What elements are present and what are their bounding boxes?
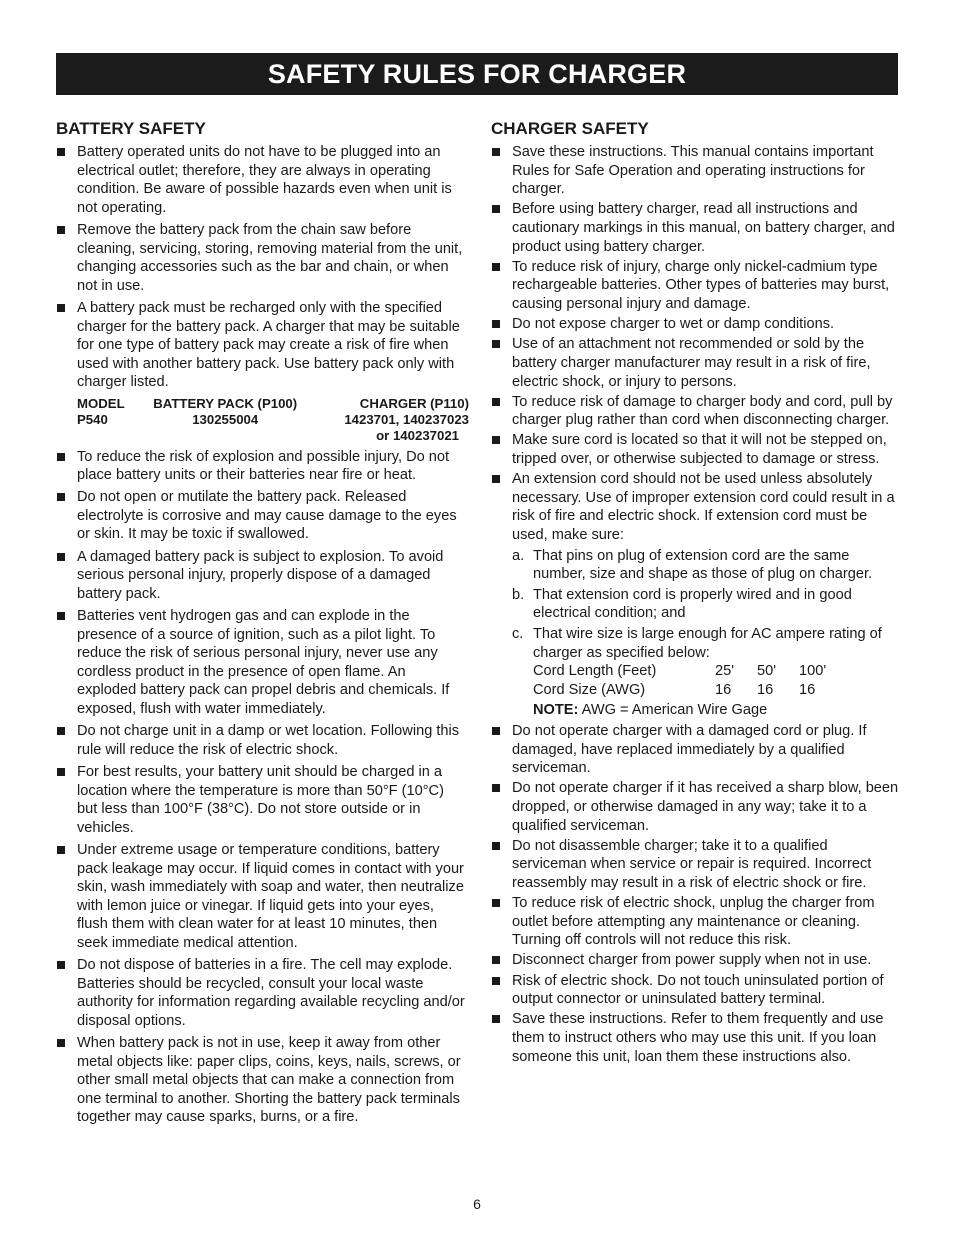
- square-bullet-icon: [492, 263, 500, 271]
- list-item: Battery operated units do not have to be plugged into an electrical outlet; therefore, they are always in operating condition. Be aware of possible hazards even when unit is not operating.: [56, 143, 466, 217]
- list-item: Batteries vent hydrogen gas and can explode in the presence of a source of ignition, such as a pilot light. To reduce the risk of serious personal injury, never use any cordless product in the presence of open flame. An exploded battery pack can propel debris and chemicals. If exposed, flush with water immediately.: [56, 607, 466, 719]
- square-bullet-icon: [492, 842, 500, 850]
- square-bullet-icon: [492, 899, 500, 907]
- battery-safety-heading: BATTERY SAFETY: [56, 119, 206, 138]
- square-bullet-icon: [492, 784, 500, 792]
- square-bullet-icon: [57, 846, 65, 854]
- title-banner: [56, 53, 898, 95]
- list-item: Do not expose charger to wet or damp conditions.: [491, 315, 901, 334]
- square-bullet-icon: [57, 226, 65, 234]
- list-item: Do not open or mutilate the battery pack. Released electrolyte is corrosive and may cause damage to the eyes or skin. It may be toxic if swallowed.: [56, 488, 466, 544]
- square-bullet-icon: [492, 148, 500, 156]
- list-item: To reduce risk of injury, charge only nickel-cadmium type rechargeable batteries. Other types of batteries may burst, causing personal injury and damage.: [491, 258, 901, 314]
- list-item: A damaged battery pack is subject to explosion. To avoid serious personal injury, properly dispose of a damaged battery pack.: [56, 548, 466, 604]
- list-item: Before using battery charger, read all instructions and cautionary markings in this manual, on battery charger, and product using battery charger.: [491, 200, 901, 256]
- list-item: To reduce the risk of explosion and possible injury, Do not place battery units or their batteries near fire or heat.: [56, 448, 466, 485]
- cord-size-value: 16: [757, 681, 774, 698]
- list-item: Remove the battery pack from the chain saw before cleaning, servicing, storing, removing material from the unit, changing accessories such as the bar and chain, or when not in use.: [56, 221, 466, 295]
- sub-item: b. That extension cord is properly wired and in good electrical condition; and: [512, 586, 852, 622]
- charger-safety-heading: CHARGER SAFETY: [491, 119, 649, 138]
- page-title: SAFETY RULES FOR CHARGER: [267, 58, 687, 89]
- cord-size-value: 16: [715, 681, 732, 698]
- square-bullet-icon: [492, 727, 500, 735]
- battery-safety-list: [56, 143, 469, 1127]
- list-item: Do not operate charger with a damaged cord or plug. If damaged, have replaced immediately by a qualified serviceman.: [491, 722, 901, 778]
- cord-length-value: 50': [757, 663, 777, 680]
- square-bullet-icon: [492, 398, 500, 406]
- list-item: When battery pack is not in use, keep it away from other metal objects like: paper clips, coins, keys, nails, screws, or other small metal objects that can make a connection from one terminal to another. Shorting the battery pack terminals together may cause sparks, burns, or a fire.: [56, 1034, 466, 1127]
- sub-item: c. That wire size is large enough for AC ampere rating of charger as specified below: Cord Length (Feet) 25' 50' 100' Cord Size (AWG) 16 16 16 NOTE: AWG = American Wire Gage: [512, 625, 901, 720]
- square-bullet-icon: [57, 493, 65, 501]
- charger-value: 1423701, 140237023: [344, 411, 469, 427]
- square-bullet-icon: [492, 205, 500, 213]
- list-item: Make sure cord is located so that it will not be stepped on, tripped over, or otherwise subjected to damage or stress.: [491, 431, 901, 468]
- square-bullet-icon: [57, 768, 65, 776]
- battery-pack-value: 130255004: [192, 411, 259, 427]
- sub-item: a. That pins on plug of extension cord are the same number, size and shape as those of plug on charger.: [512, 547, 873, 583]
- square-bullet-icon: [57, 612, 65, 620]
- model-table: [77, 396, 469, 444]
- charger-safety-list: [491, 143, 901, 1066]
- square-bullet-icon: [492, 977, 500, 985]
- battery-pack-header: BATTERY PACK (P100): [153, 395, 298, 411]
- square-bullet-icon: [492, 956, 500, 964]
- list-item: Do not charge unit in a damp or wet location. Following this rule will reduce the risk of electric shock.: [56, 722, 466, 759]
- cord-size-table: [533, 662, 841, 699]
- charger-header: CHARGER (P110): [359, 395, 469, 411]
- square-bullet-icon: [492, 340, 500, 348]
- cord-length-label: Cord Length (Feet): [533, 663, 657, 680]
- list-item: A battery pack must be recharged only with the specified charger for the battery pack. A charger that may be suitable for one type of battery pack may create a risk of fire when used with another battery pack. Use battery pack only with charger listed.: [56, 299, 466, 392]
- model-value: P540: [77, 411, 108, 427]
- square-bullet-icon: [57, 1039, 65, 1047]
- cord-length-value: 25': [715, 663, 735, 680]
- square-bullet-icon: [57, 961, 65, 969]
- charger-safety-section: [491, 119, 901, 1068]
- square-bullet-icon: [492, 1015, 500, 1023]
- cord-size-value: 16: [799, 681, 816, 698]
- square-bullet-icon: [492, 475, 500, 483]
- list-item-extension-cord: An extension cord should not be used unless absolutely necessary. Use of improper extension cord could result in a risk of fire and electric shock. If extension cord must be used, make sure: a. That pins on plug of extension cord are the same number, size and shape as those of plug on charger. b. That extension cord is properly wired and in good electrical condition; and c. That wire size is large enough for AC ampere rating of charger as specified below: Cord Length (Feet) 25' 50' 100' Cord Size (AWG) 16 16 16 NOTE: AWG = American Wire Gage: [491, 470, 901, 720]
- square-bullet-icon: [57, 727, 65, 735]
- battery-safety-section: [56, 119, 469, 1131]
- cord-size-label: Cord Size (AWG): [533, 681, 646, 698]
- model-header: MODEL: [77, 395, 125, 411]
- page-number: 6: [473, 1196, 481, 1212]
- model-table-item: [56, 395, 469, 444]
- list-item: Use of an attachment not recommended or sold by the battery charger manufacturer may result in a risk of fire, electric shock, or injury to persons.: [491, 335, 901, 391]
- list-item: Do not disassemble charger; take it to a qualified serviceman when service or repair is required. Incorrect reassembly may result in a risk of electric shock or fire.: [491, 837, 901, 893]
- list-item: Save these instructions. This manual contains important Rules for Safe Operation and operating instructions for charger.: [491, 143, 901, 199]
- list-item: Save these instructions. Refer to them frequently and use them to instruct others who may use this unit. If you loan someone this unit, loan them these instructions also.: [491, 1010, 901, 1066]
- list-item: Do not operate charger if it has received a sharp blow, been dropped, or otherwise damaged in any way; take it to a qualified serviceman.: [491, 779, 901, 835]
- extension-cord-sublist: [512, 547, 901, 720]
- square-bullet-icon: [492, 320, 500, 328]
- list-item: To reduce risk of damage to charger body and cord, pull by charger plug rather than cord when disconnecting charger.: [491, 393, 901, 430]
- list-item: Disconnect charger from power supply when not in use.: [491, 951, 901, 970]
- square-bullet-icon: [57, 304, 65, 312]
- list-item: To reduce risk of electric shock, unplug the charger from outlet before attempting any maintenance or cleaning. Turning off controls will not reduce this risk.: [491, 894, 901, 950]
- cord-length-value: 100': [799, 663, 827, 680]
- list-item: Under extreme usage or temperature conditions, battery pack leakage may occur. If liquid comes in contact with your skin, wash immediately with soap and water, then neutralize with lemon juice or vinegar. If liquid gets into your eyes, flush them with clean water for at least 10 minutes, then seek immediate medical attention.: [56, 841, 466, 953]
- list-item: Risk of electric shock. Do not touch uninsulated portion of output connector or uninsulated battery terminal.: [491, 972, 901, 1009]
- square-bullet-icon: [57, 553, 65, 561]
- list-item: Do not dispose of batteries in a fire. The cell may explode. Batteries should be recycled, consult your local waste authority for information regarding available recycling and/or disposal options.: [56, 956, 466, 1030]
- square-bullet-icon: [57, 453, 65, 461]
- square-bullet-icon: [57, 148, 65, 156]
- charger-value-alt: or 140237021: [376, 427, 459, 443]
- list-item: For best results, your battery unit should be charged in a location where the temperature is more than 50°F (10°C) but less than 100°F (38°C). Do not store outside or in vehicles.: [56, 763, 466, 837]
- awg-note: NOTE: AWG = American Wire Gage: [533, 702, 768, 719]
- square-bullet-icon: [492, 436, 500, 444]
